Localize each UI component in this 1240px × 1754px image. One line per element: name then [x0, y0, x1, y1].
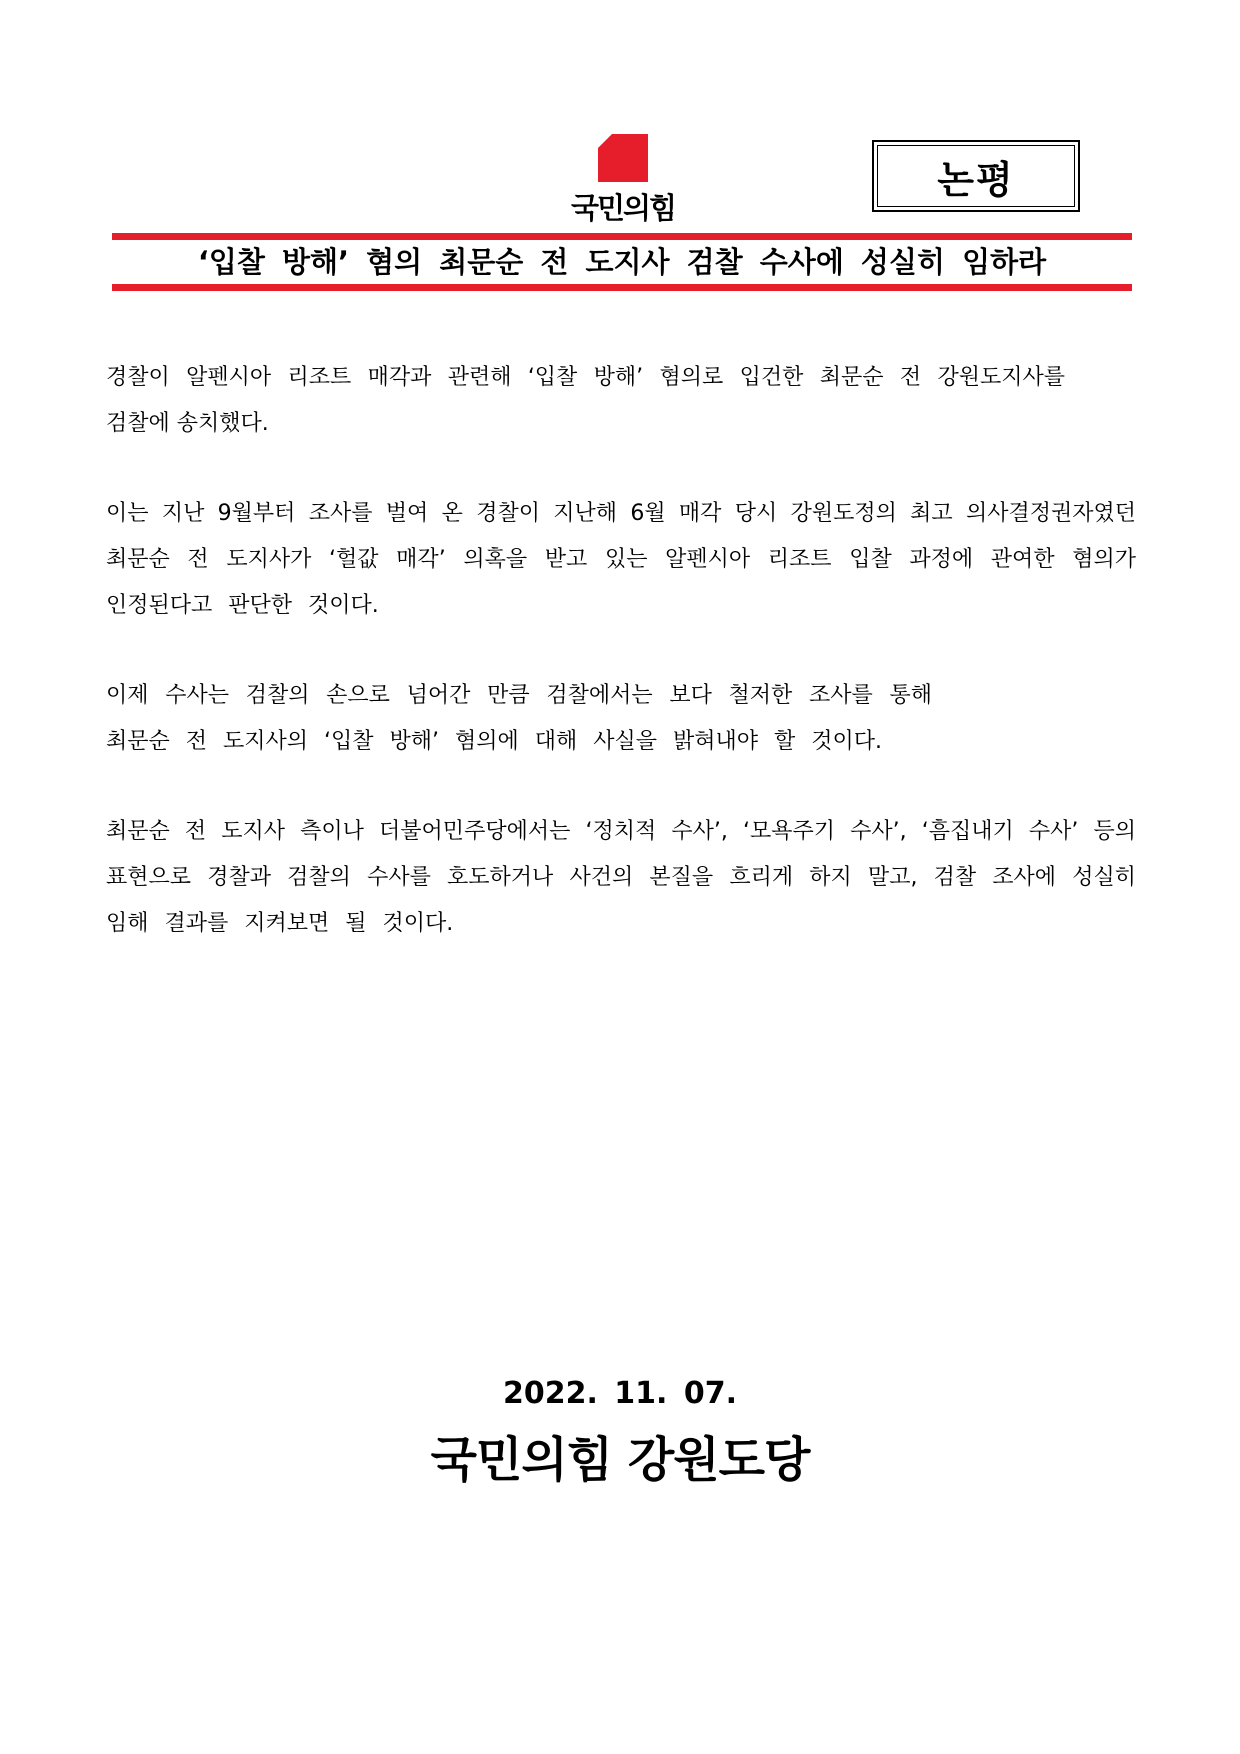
headline-bottom-rule	[112, 284, 1132, 291]
body-line-3: 이는 지난 9월부터 조사를 벌여 온 경찰이 지난해 6월 매각 당시 강원도정의 최고 의사결정권자였던	[106, 501, 1136, 526]
body-line-2: 검찰에 송치했다.	[106, 411, 269, 436]
body-line-4: 최문순 전 도지사가 ‘헐값 매각’ 의혹을 받고 있는 알펜시아 리조트 입찰 과정에 관여한 혐의가	[106, 547, 1136, 572]
body-line-1: 경찰이 알펜시아 리조트 매각과 관련해 ‘입찰 방해’ 혐의로 입건한 최문순 전 강원도지사를	[106, 365, 1065, 390]
headline: ‘입찰 방해’ 혐의 최문순 전 도지사 검찰 수사에 성실히 임하라	[197, 245, 1047, 279]
logo-wordmark: 국민의힘	[570, 191, 676, 225]
body-line-9: 표현으로 경찰과 검찰의 수사를 호도하거나 사건의 본질을 흐리게 하지 말고, 검찰 조사에 성실히	[106, 865, 1136, 890]
document-type-badge	[872, 140, 1080, 212]
issuing-organization: 국민의힘 강원도당	[430, 1432, 810, 1488]
body-line-5: 인정된다고 판단한 것이다.	[106, 593, 379, 618]
body-line-8: 최문순 전 도지사 측이나 더불어민주당에서는 ‘정치적 수사’, ‘모욕주기 수사’, ‘흠집내기 수사’ 등의	[106, 819, 1136, 844]
body-line-10: 임해 결과를 지켜보면 될 것이다.	[106, 911, 454, 936]
headline-top-rule	[112, 233, 1132, 240]
ppp-logo-icon	[598, 134, 648, 182]
release-date: 2022. 11. 07.	[502, 1376, 738, 1411]
body-line-6: 이제 수사는 검찰의 손으로 넘어간 만큼 검찰에서는 보다 철저한 조사를 통해	[106, 683, 932, 708]
body-line-7: 최문순 전 도지사의 ‘입찰 방해’ 혐의에 대해 사실을 밝혀내야 할 것이다.	[106, 729, 882, 754]
badge-label: 논평	[877, 145, 1075, 207]
